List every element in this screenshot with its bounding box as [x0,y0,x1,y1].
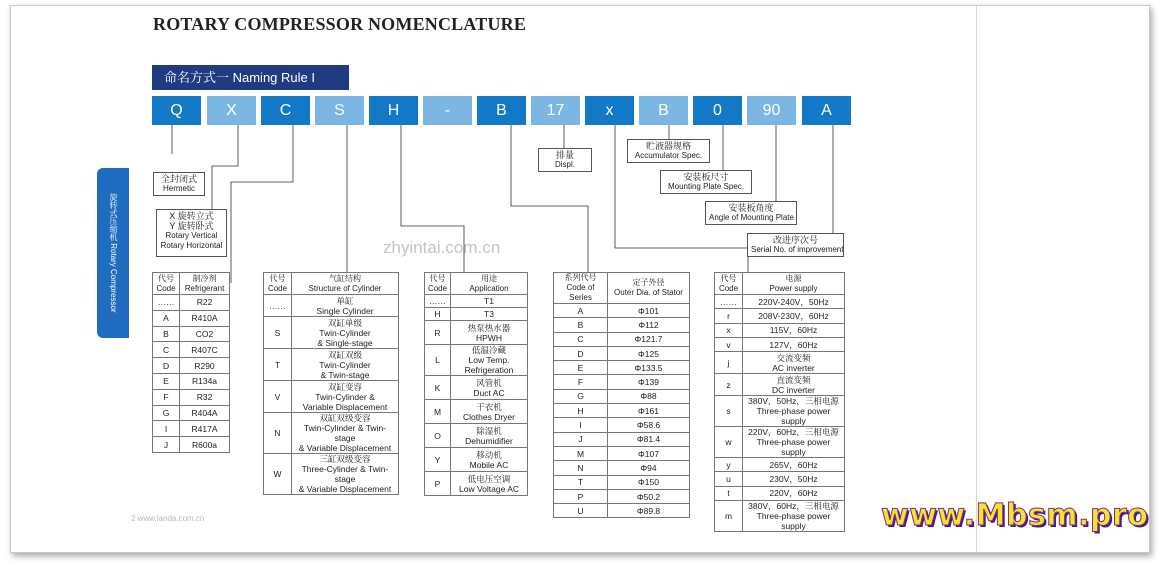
table-cell: E [554,361,608,375]
table-cell: Φ58.6 [608,418,690,432]
code-box: A [802,96,851,125]
table-row [554,475,690,489]
table-cell: 双缸单级 Twin-Cylinder & Single-stage [292,317,399,349]
displacement-label: 排量 Displ. [538,148,592,172]
table-row [715,501,845,532]
table-cell: T3 [451,308,528,321]
table-cell: CO2 [180,326,230,342]
hermetic-label: 全封闭式 Hermetic [153,172,205,196]
table-row [153,358,230,374]
table-cell: M [554,446,608,460]
code-box: - [423,96,472,125]
table-cell: r [715,309,743,323]
table-cell: 208V-230V，60Hz [743,309,845,323]
code-box: B [639,96,688,125]
table-row [153,373,230,389]
code-box: Q [152,96,201,125]
table-cell: Y [425,448,451,472]
table-cell: J [153,437,180,453]
table-cell: H [554,404,608,418]
table-cell: V [264,381,292,413]
mounting-plate-label: 安装板尺寸 Mounting Plate Spec. [660,170,752,194]
table-row [554,389,690,403]
table-row [425,424,528,448]
table-row [425,400,528,424]
application-table [424,272,528,496]
table-cell: R410A [180,310,230,326]
code-box: 90 [747,96,796,125]
table-header: 电源 Power supply [743,273,845,295]
table-cell: R22 [180,295,230,311]
table-header: 气缸结构 Structure of Cylinder [292,273,399,295]
table-row [153,405,230,421]
table-row [425,448,528,472]
table-row [554,418,690,432]
table-cell: F [554,375,608,389]
screenshot-frame [10,5,1150,553]
table-cell: D [554,346,608,360]
table-cell: O [425,424,451,448]
table-row [425,308,528,321]
table-cell: 220V，60Hz [743,486,845,500]
table-cell: u [715,472,743,486]
table-cell: 双缸双级 Twin-Cylinder & Twin-stage [292,349,399,381]
side-tab-label: 旋转式压缩机 Rotary Compressor [109,193,118,313]
table-row [554,304,690,318]
table-cell: G [554,389,608,403]
table-row [554,446,690,460]
table-cell: Φ139 [608,375,690,389]
code-box: x [585,96,634,125]
table-row [153,421,230,437]
table-cell: …… [715,295,743,309]
page-footer: 2 www.landa.com.cn [131,514,205,523]
table-cell: Φ81.4 [608,432,690,446]
table-row [554,461,690,475]
table-cell: 移动机 Mobile AC [451,448,528,472]
table-row [153,437,230,453]
table-row [715,458,845,472]
table-row [715,486,845,500]
table-cell: z [715,374,743,396]
table-row [264,295,399,317]
table-row [715,337,845,351]
table-cell: 热泵热水器 HPWH [451,321,528,345]
table-cell: E [153,373,180,389]
table-cell: …… [153,295,180,311]
table-cell: I [554,418,608,432]
accumulator-label: 贮液器规格 Accumulator Spec. [627,139,710,163]
table-row [715,295,845,309]
table-row [153,389,230,405]
table-row [554,489,690,503]
table-cell: Φ88 [608,389,690,403]
table-cell: 双缸变容 Twin-Cylinder & Variable Displacement [292,381,399,413]
table-cell: 230V，50Hz [743,472,845,486]
table-cell: 干衣机 Clothes Dryer [451,400,528,424]
cylinder-table [263,272,399,495]
table-row [425,472,528,496]
table-cell: v [715,337,743,351]
table-row [425,376,528,400]
table-cell: Φ150 [608,475,690,489]
table-cell: Φ94 [608,461,690,475]
table-row [554,361,690,375]
table-row [425,345,528,376]
table-cell: 低温冷藏 Low Temp. Refrigeration [451,345,528,376]
refrigerant-table [152,272,230,453]
table-cell: R404A [180,405,230,421]
table-cell: F [153,389,180,405]
table-header: 用途 Application [451,273,528,295]
table-cell: 127V，60Hz [743,337,845,351]
table-row [554,332,690,346]
table-cell: w [715,427,743,458]
table-cell: G [153,405,180,421]
table-cell: 220V-240V，50Hz [743,295,845,309]
table-header: 代号 Code [715,273,743,295]
table-row [715,309,845,323]
table-row [554,404,690,418]
table-cell: Φ112 [608,318,690,332]
table-cell: 双缸双级变容 Twin-Cylinder & Twin-stage & Variable Displacement [292,413,399,454]
table-row [153,310,230,326]
table-row [153,342,230,358]
table-row [554,318,690,332]
table-cell: R32 [180,389,230,405]
table-cell: 直流变频 DC inverter [743,374,845,396]
table-row [264,381,399,413]
table-cell: N [554,461,608,475]
table-cell: A [153,310,180,326]
table-row [554,346,690,360]
table-cell: 低电压空调 Low Voltage AC [451,472,528,496]
table-cell: R600a [180,437,230,453]
code-box: X [207,96,256,125]
table-row [153,295,230,311]
table-cell: 380V，60Hz，三相电源 Three-phase power supply [743,501,845,532]
table-row [554,504,690,518]
table-cell: M [425,400,451,424]
table-row [264,413,399,454]
code-box: 0 [693,96,742,125]
code-box: 17 [531,96,580,125]
table-cell: C [554,332,608,346]
table-cell: Φ101 [608,304,690,318]
table-cell: Φ133.5 [608,361,690,375]
table-row [425,295,528,308]
table-cell: Φ161 [608,404,690,418]
table-cell: A [554,304,608,318]
table-cell: P [554,489,608,503]
page-title: ROTARY COMPRESSOR NOMENCLATURE [153,14,527,34]
table-cell: H [425,308,451,321]
table-cell: L [425,345,451,376]
mounting-angle-label: 安装板角度 Angle of Mounting Plate [705,201,797,225]
table-row [554,375,690,389]
table-cell: T1 [451,295,528,308]
table-row [715,396,845,427]
table-cell: 除湿机 Dehumidifier [451,424,528,448]
table-cell: T [554,475,608,489]
table-cell: s [715,396,743,427]
table-cell: Φ125 [608,346,690,360]
table-cell: 220V，60Hz，三相电源 Three-phase power supply [743,427,845,458]
table-cell: m [715,501,743,532]
table-cell: B [554,318,608,332]
site-watermark: zhyintai.com.cn [383,238,501,257]
table-cell: 单缸 Single Cylinder [292,295,399,317]
table-header: 代号 Code [264,273,292,295]
table-cell: 交流变频 AC inverter [743,352,845,374]
table-cell: B [153,326,180,342]
power-supply-table [714,272,845,532]
code-box: B [477,96,526,125]
table-cell: C [153,342,180,358]
table-header: 代号 Code [425,273,451,295]
table-header: 系列代号 Code of Series [554,273,608,304]
table-cell: D [153,358,180,374]
table-row [715,323,845,337]
table-row [554,432,690,446]
table-header: 制冷剂 Refrigerant [180,273,230,295]
table-cell: R [425,321,451,345]
table-row [264,454,399,495]
code-box: H [369,96,418,125]
table-cell: 265V，60Hz [743,458,845,472]
table-cell: U [554,504,608,518]
table-cell: R417A [180,421,230,437]
table-cell: J [554,432,608,446]
table-cell: T [264,349,292,381]
type-label: X 旋转立式 Y 旋转卧式 Rotary Vertical Rotary Horizontal [156,209,227,257]
table-cell: …… [425,295,451,308]
naming-rule-banner: 命名方式一 Naming Rule I [152,65,349,90]
table-row [715,472,845,486]
table-cell: 风管机 Duct AC [451,376,528,400]
table-header: 定子外径 Outer Dia. of Stator [608,273,690,304]
table-row [425,321,528,345]
table-cell: j [715,352,743,374]
table-header: 代号 Code [153,273,180,295]
table-row [264,349,399,381]
table-cell: W [264,454,292,495]
table-cell: Φ50.2 [608,489,690,503]
table-cell: K [425,376,451,400]
table-row [715,352,845,374]
table-cell: x [715,323,743,337]
table-cell: Φ89.8 [608,504,690,518]
brand-watermark: www.Mbsm.pro [881,498,1149,533]
serial-label: 改进序次号 Serial No. of improvement [747,233,844,257]
table-cell: 115V，60Hz [743,323,845,337]
table-cell: t [715,486,743,500]
table-cell: R134a [180,373,230,389]
table-row [715,427,845,458]
table-cell: 三缸双级变容 Three-Cylinder & Twin-stage & Variable Displacement [292,454,399,495]
table-cell: P [425,472,451,496]
table-cell: y [715,458,743,472]
code-box: S [315,96,364,125]
code-box: C [261,96,310,125]
table-row [715,374,845,396]
stator-table [553,272,690,518]
table-row [153,326,230,342]
table-cell: R290 [180,358,230,374]
table-row [264,317,399,349]
document-page [11,6,977,553]
table-cell: S [264,317,292,349]
table-cell: …… [264,295,292,317]
table-cell: Φ121.7 [608,332,690,346]
table-cell: Φ107 [608,446,690,460]
table-cell: 380V，50Hz，三相电源 Three-phase power supply [743,396,845,427]
table-cell: N [264,413,292,454]
table-cell: I [153,421,180,437]
table-cell: R407C [180,342,230,358]
